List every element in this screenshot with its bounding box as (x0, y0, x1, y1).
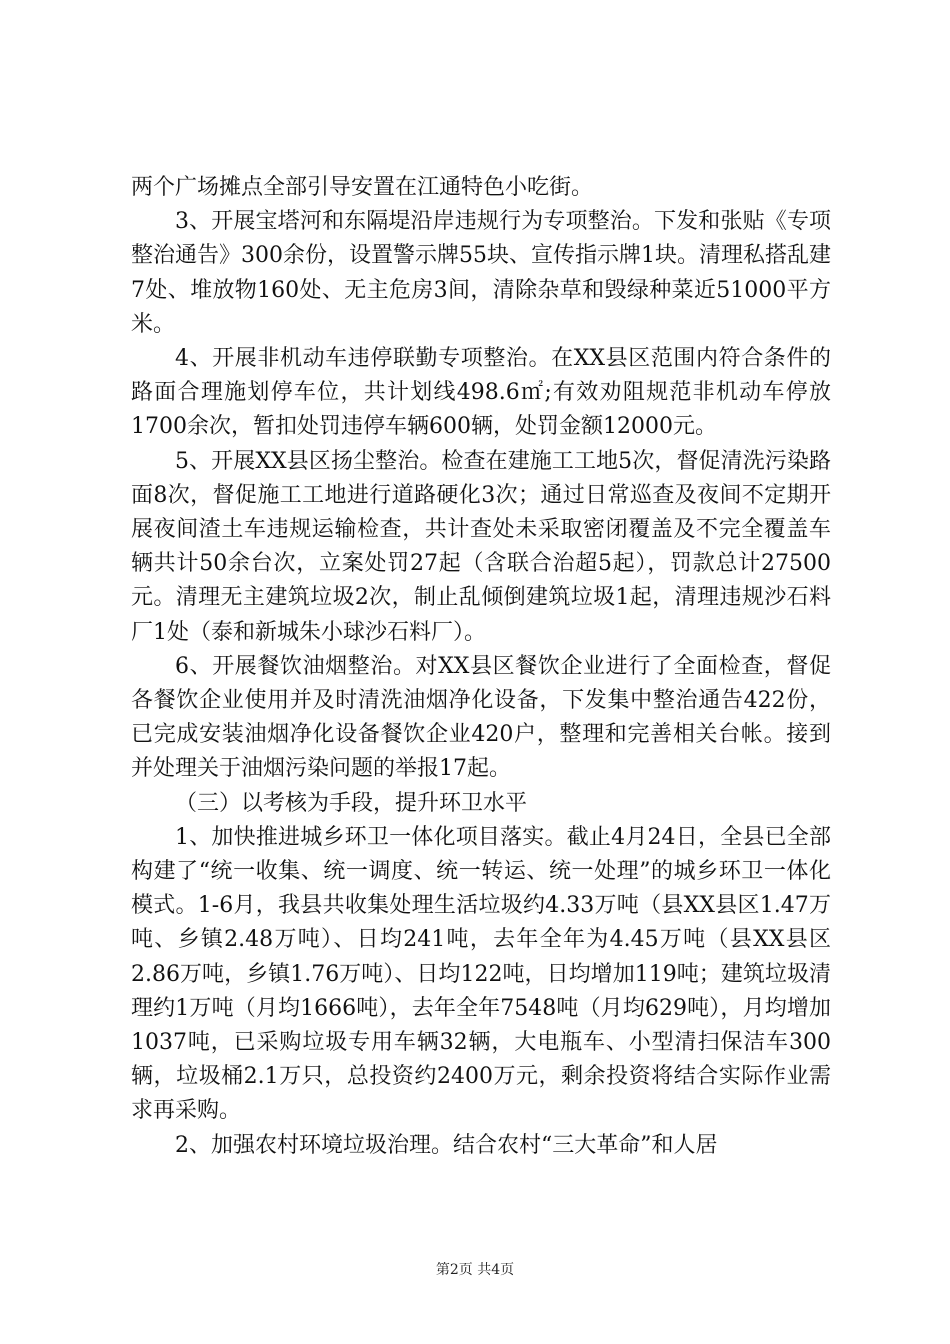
document-body (131, 171, 831, 1163)
paragraph-item-6: 6、开展餐饮油烟整治。对XX县区餐饮企业进行了全面检查，督促各餐饮企业使用并及时清洗油烟净化设备，下发集中整治通告422份，已完成安装油烟净化设备餐饮企业420户，整理和完善相关台帐。接到并处理关于油烟污染问题的举报17起。 (131, 653, 831, 782)
paragraph-item-4: 4、开展非机动车违停联勤专项整治。在XX县区范围内符合条件的路面合理施划停车位，共计划线498.6㎡;有效劝阻规范非机动车停放1700余次，暂扣处罚违停车辆600辆，处罚金额12000元。 (131, 346, 831, 440)
page-footer: 第2页 共4页 (435, 1262, 515, 1278)
paragraph-continuation: 两个广场摊点全部引导安置在江通特色小吃街。 (131, 175, 594, 200)
section-heading: （三）以考核为手段，提升环卫水平 (175, 790, 528, 816)
paragraph-item-5: 5、开展XX县区扬尘整治。检查在建施工工地5次，督促清洗污染路面8次，督促施工工地进行道路硬化3次；通过日常巡查及夜间不定期开展夜间渣土车违规运输检查，共计查处未采取密闭覆盖及不完全覆盖车辆共计50余台次，立案处罚27起（含联合治超5起），罚款总计27500元。清理无主建筑垃圾2次，制止乱倾倒建筑垃圾1起，清理违规沙石料厂1处（泰和新城朱小球沙石料厂）。 (131, 448, 831, 645)
paragraph-item-2: 2、加强农村环境垃圾治理。结合农村“三大革命”和人居 (175, 1132, 718, 1158)
paragraph-item-1: 1、加快推进城乡环卫一体化项目落实。截止4月24日，全县已全部构建了“统一收集、统一调度、统一转运、统一处理”的城乡环卫一体化模式。1-6月，我县共收集处理生活垃圾约4.33万吨（县XX县区1.47万吨、乡镇2.48万吨）、日均241吨，去年全年为4.45万吨（县XX县区2.86万吨，乡镇1.76万吨）、日均122吨，日均增加119吨；建筑垃圾清理约1万吨（月均1666吨），去年全年7548吨（月均629吨），月均增加1037吨，已采购垃圾专用车辆32辆，大电瓶车、小型清扫保洁车300辆，垃圾桶2.1万只，总投资约2400万元，剩余投资将结合实际作业需求再采购。 (131, 824, 831, 1124)
paragraph-item-3: 3、开展宝塔河和东隔堤沿岸违规行为专项整治。下发和张贴《专项整治通告》300余份，设置警示牌55块、宣传指示牌1块。清理私搭乱建7处、堆放物160处、无主危房3间，清除杂草和毁绿种菜近51000平方米。 (131, 209, 831, 337)
